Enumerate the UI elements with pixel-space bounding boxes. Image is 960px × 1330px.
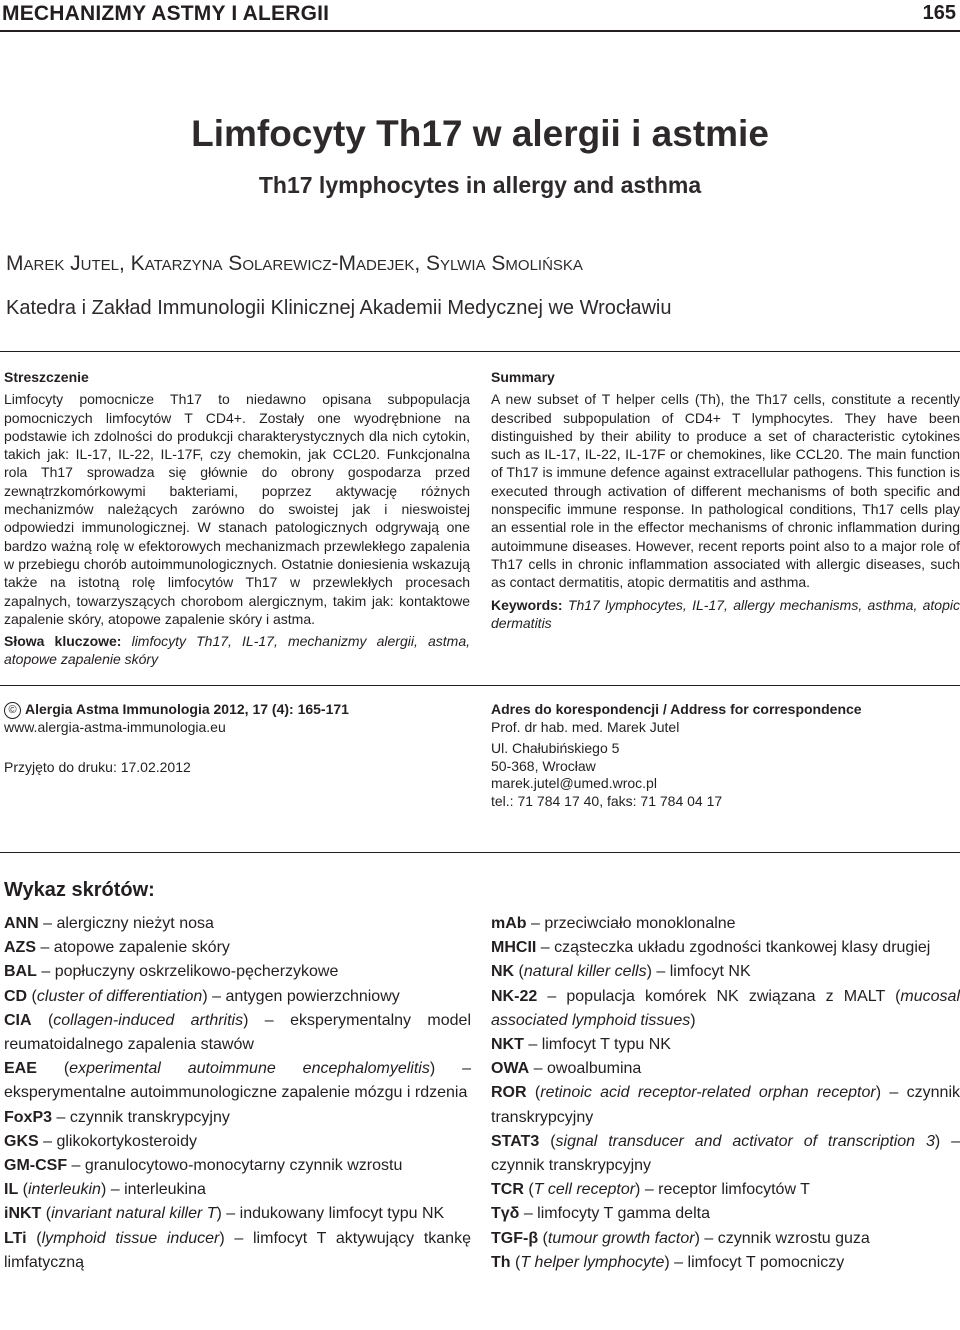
citation-line xyxy=(4,701,470,719)
abbreviation-definition: cząsteczka układu zgodności tkankowej klasy drugiej xyxy=(554,939,931,957)
running-title: MECHANIZMY ASTMY I ALERGII xyxy=(2,2,330,25)
correspondence-name: Prof. dr hab. med. Marek Jutel xyxy=(491,718,680,735)
abbreviation-item: EAE (experimental autoimmune encephalomyelitis) – eksperymentalne autoimmunologiczne zapalenie mózgu i rdzenia xyxy=(4,1060,472,1102)
divider-top xyxy=(0,351,960,352)
abbreviation-definition: popłuczyny oskrzelikowo-pęcherzykowe xyxy=(54,963,339,981)
abbreviation-definition: czynnik transkrypcyjny xyxy=(69,1108,230,1126)
abbreviation-item: ANN – alergiczny nieżyt nosa xyxy=(4,915,214,932)
abbreviation-term: NKT xyxy=(491,1036,524,1054)
keywords-line-english xyxy=(491,596,960,633)
abbreviation-definition: granulocytowo-monocytarny czynnik wzrostu xyxy=(84,1157,403,1175)
divider-middle xyxy=(0,685,960,686)
abbreviation-item: BAL – popłuczyny oskrzelikowo-pęcherzykowe xyxy=(4,963,339,981)
abbreviation-item: NK-22 – populacja komórek NK związana z MALT (mucosal associated lymphoid tissues) xyxy=(491,987,960,1029)
abbreviation-definition: glikokortykosteroidy xyxy=(56,1132,197,1150)
abbreviation-item: AZS – atopowe zapalenie skóry xyxy=(4,939,230,957)
abbreviation-term: AZS xyxy=(4,939,36,957)
abbreviation-item: NKT – limfocyt T typu NK xyxy=(491,1036,671,1054)
abbreviation-gloss: natural killer cells xyxy=(523,963,647,981)
correspondence-street: Ul. Chałubińskiego 5 xyxy=(491,740,620,756)
abbreviation-gloss: retinoic acid receptor-related orphan receptor xyxy=(540,1084,876,1102)
abbreviation-gloss: lymphoid tissue inducer xyxy=(41,1229,220,1247)
abbreviation-item: TCR (T cell receptor) – receptor limfocytów T xyxy=(491,1181,810,1199)
abbreviation-item: iNKT (invariant natural killer T) – indukowany limfocyt typu NK xyxy=(4,1205,445,1223)
correspondence-email[interactable]: marek.jutel@umed.wroc.pl xyxy=(491,775,657,791)
abbreviation-gloss: experimental autoimmune encephalomyelitis xyxy=(69,1060,430,1078)
abbreviation-gloss: collagen-induced arthritis xyxy=(53,1011,244,1029)
abbreviation-definition: eksperymentalny model reumatoidalnego zapalenia stawów xyxy=(4,1011,471,1054)
abstract-heading: Streszczenie xyxy=(4,369,89,385)
abbreviation-term: EAE xyxy=(4,1060,37,1078)
abbreviation-gloss: T helper lymphocyte xyxy=(520,1253,665,1271)
abbreviations-right-column xyxy=(491,912,960,1275)
keywords-text-english: Th17 lymphocytes, IL-17, allergy mechanisms, asthma, atopic dermatitis xyxy=(491,596,960,631)
abbreviation-term: CD xyxy=(4,987,28,1005)
journal-website[interactable]: www.alergia-astma-immunologia.eu xyxy=(4,719,226,735)
abbreviation-gloss: interleukin xyxy=(28,1181,101,1199)
abbreviation-item: CD (cluster of differentiation) – antygen powierzchniowy xyxy=(4,987,400,1005)
abbreviation-term: OWA xyxy=(491,1060,530,1078)
abbreviation-term: GKS xyxy=(4,1132,39,1150)
abbreviation-definition: przeciwciało monoklonalne xyxy=(544,915,736,932)
abbreviation-definition: czynnik transkrypcyjny xyxy=(491,1084,960,1126)
abstract-text: Limfocyty pomocnicze Th17 to niedawno opisana subpopulacja pomocniczych limfocytów T CD4+. Zostały one wyodrębnione na podstawie ich zdolności do produkcji charakterystycznych dla nich cytokin, takich jak: IL-17, IL-22, IL-17F, czy chemokin, jak CCL20. Funkcjonalna rola Th17 sprowadza się głównie do obrony gospodarza przed zewnątrzkomórkowymi bakteriami, poprzez aktywację różnych mechanizmów należących zarówno do swoistej jak i nieswoistej odpowiedzi immunologicznej. W stanach patologicznych odgrywają one bardzo ważną rolę w efektorowych mechanizmach przewlekłego zapalenia w przebiegu chorób autoimmunologicznych. Ostatnie doniesienia wskazują także na istotną rolę limfocytów Th17 w przewlekłych procesach zapalnych, towarzyszących chorobom alergicznym, takim jak: kontaktowe zapalenie skóry, atopowe zapalenie skóry i astma. xyxy=(4,391,470,627)
abbreviation-gloss: T cell receptor xyxy=(533,1181,636,1199)
abbreviation-term: Tγδ xyxy=(491,1205,520,1223)
abbreviation-definition: receptor limfocytów T xyxy=(658,1181,810,1199)
abbreviation-item: IL (interleukin) – interleukina xyxy=(4,1181,206,1199)
abbreviations-left-column xyxy=(4,912,471,1275)
abbreviation-term: mAb xyxy=(491,915,527,932)
abbreviation-definition: limfocyt T aktywujący tkankę limfatyczną xyxy=(4,1229,471,1271)
abbreviation-definition: limfocyty T gamma delta xyxy=(537,1205,710,1223)
abbreviation-definition: antygen powierzchniowy xyxy=(225,987,400,1005)
abbreviation-term: Th xyxy=(491,1253,511,1271)
abbreviation-item: LTi (lymphoid tissue inducer) – limfocyt T aktywujący tkankę limfatyczną xyxy=(4,1229,471,1271)
summary-text: A new subset of T helper cells (Th), the Th17 cells, constitute a recently described subpopulation of CD4+ T lymphocytes. They have been distinguished by their ability to produce a set of characteristic cytokines such as IL-17, IL-22, IL-17F or chemokines, like CCL20. The main function of Th17 is immune defence against extracellular pathogens. This function is executed through activation of different mechanisms of both specific and nonspecific immune response. In pathological conditions, Th17 cells play an essential role in the effector mechanisms of chronic inflammation during autoimmune diseases. However, recent reports point also to a major role of Th17 cells in chronic inflammation associated with allergic diseases, such as contact dermatitis, atopic dermatitis and asthma. xyxy=(491,391,960,591)
abbreviation-definition: eksperymentalne autoimmunologiczne zapalenie mózgu i rdzenia xyxy=(4,1084,468,1102)
affiliation: Katedra i Zakład Immunologii Klinicznej Akademii Medycznej we Wrocławiu xyxy=(6,297,672,319)
keywords-text: limfocyty Th17, IL-17, mechanizmy alergii, astma, atopowe zapalenie skóry xyxy=(4,633,470,668)
abbreviation-item: TGF-β (tumour growth factor) – czynnik wzrostu guza xyxy=(491,1229,870,1247)
abbreviation-term: LTi xyxy=(4,1229,27,1247)
abbreviation-definition: limfocyt T pomocniczy xyxy=(687,1253,845,1271)
abbreviation-term: FoxP3 xyxy=(4,1108,53,1126)
abbreviation-item: GM-CSF – granulocytowo-monocytarny czynnik wzrostu xyxy=(4,1157,403,1175)
abbreviation-item: Tγδ – limfocyty T gamma delta xyxy=(491,1205,710,1223)
correspondence-info xyxy=(491,701,960,810)
abbreviation-item: STAT3 (signal transducer and activator of transcription 3) – czynnik transkrypcyjny xyxy=(491,1132,960,1175)
abbreviation-item: OWA – owoalbumina xyxy=(491,1060,642,1078)
abbreviation-gloss: invariant natural killer T xyxy=(51,1205,217,1223)
correspondence-city: 50-368, Wrocław xyxy=(491,757,596,774)
abbreviation-item: CIA (collagen-induced arthritis) – eksperymentalny model reumatoidalnego zapalenia stawów xyxy=(4,1011,471,1054)
abbreviation-item: GKS – glikokortykosteroidy xyxy=(4,1132,197,1150)
abbreviations-heading: Wykaz skrótów: xyxy=(4,879,155,901)
abbreviation-term: NK xyxy=(491,963,515,981)
abbreviation-definition: limfocyt T typu NK xyxy=(541,1036,671,1054)
abstract-english xyxy=(491,368,960,632)
abbreviation-gloss: cluster of differentiation xyxy=(36,987,203,1005)
summary-heading: Summary xyxy=(491,369,555,385)
abbreviation-term: STAT3 xyxy=(491,1132,540,1150)
abbreviation-definition: owoalbumina xyxy=(547,1060,642,1078)
abbreviation-definition: czynnik transkrypcyjny xyxy=(491,1157,652,1175)
divider-bottom xyxy=(0,852,960,853)
abbreviation-item: Th (T helper lymphocyte) – limfocyt T pomocniczy xyxy=(491,1253,845,1271)
abbreviation-item: ROR (retinoic acid receptor-related orphan receptor) – czynnik transkrypcyjny xyxy=(491,1084,960,1126)
abbreviation-definition: interleukina xyxy=(124,1181,206,1199)
abbreviation-definition: atopowe zapalenie skóry xyxy=(53,939,230,957)
abbreviation-term: TCR xyxy=(491,1181,524,1199)
abbreviation-definition: czynnik wzrostu guza xyxy=(717,1229,870,1247)
author-list: Marek Jutel, Katarzyna Solarewicz-Madejek, Sylwia Smolińska xyxy=(6,252,583,275)
abbreviation-definition: indukowany limfocyt typu NK xyxy=(239,1205,445,1223)
abbreviation-term: TGF-β xyxy=(491,1229,539,1247)
citation-text: Alergia Astma Immunologia 2012, 17 (4): 165-171 xyxy=(25,701,349,717)
abbreviation-term: BAL xyxy=(4,963,37,981)
abbreviation-term: IL xyxy=(4,1181,19,1199)
article-title: Limfocyty Th17 w alergii i astmie xyxy=(191,113,769,154)
abbreviation-term: MHCII xyxy=(491,939,537,957)
abbreviation-term: ANN xyxy=(4,915,39,932)
abbreviation-gloss: signal transducer and activator of transcription 3 xyxy=(555,1132,935,1150)
abbreviation-item: NK (natural killer cells) – limfocyt NK xyxy=(491,963,751,981)
abbreviation-term: GM-CSF xyxy=(4,1157,68,1175)
abbreviation-term: iNKT xyxy=(4,1205,42,1223)
page-number: 165 xyxy=(922,2,956,24)
abbreviation-item: MHCII – cząsteczka układu zgodności tkankowej klasy drugiej xyxy=(491,939,931,957)
accepted-date: Przyjęto do druku: 17.02.2012 xyxy=(4,758,191,775)
keywords-label-english: Keywords: xyxy=(491,596,563,613)
abbreviation-item: FoxP3 – czynnik transkrypcyjny xyxy=(4,1108,230,1126)
correspondence-phone: tel.: 71 784 17 40, faks: 71 784 04 17 xyxy=(491,792,723,809)
abbreviation-item: mAb – przeciwciało monoklonalne xyxy=(491,915,736,932)
abbreviation-term: CIA xyxy=(4,1011,32,1029)
abbreviation-gloss: mucosal associated lymphoid tissues xyxy=(491,987,960,1029)
copyright-icon: © xyxy=(4,702,21,719)
keywords-label: Słowa kluczowe: xyxy=(4,633,122,650)
abstract-polish xyxy=(4,368,470,669)
abbreviation-gloss: tumour growth factor xyxy=(547,1229,695,1247)
correspondence-heading: Adres do korespondencji / Address for correspondence xyxy=(491,701,862,717)
keywords-line xyxy=(4,632,470,669)
abbreviation-term: ROR xyxy=(491,1084,527,1102)
abbreviation-definition: populacja komórek NK związana z MALT xyxy=(566,987,885,1005)
running-header xyxy=(0,0,960,32)
abbreviation-term: NK-22 xyxy=(491,987,538,1005)
article-title-english: Th17 lymphocytes in allergy and asthma xyxy=(258,172,702,198)
abbreviation-definition: limfocyt NK xyxy=(669,963,751,981)
publication-info xyxy=(4,701,470,776)
abbreviation-definition: alergiczny nieżyt nosa xyxy=(56,915,214,932)
